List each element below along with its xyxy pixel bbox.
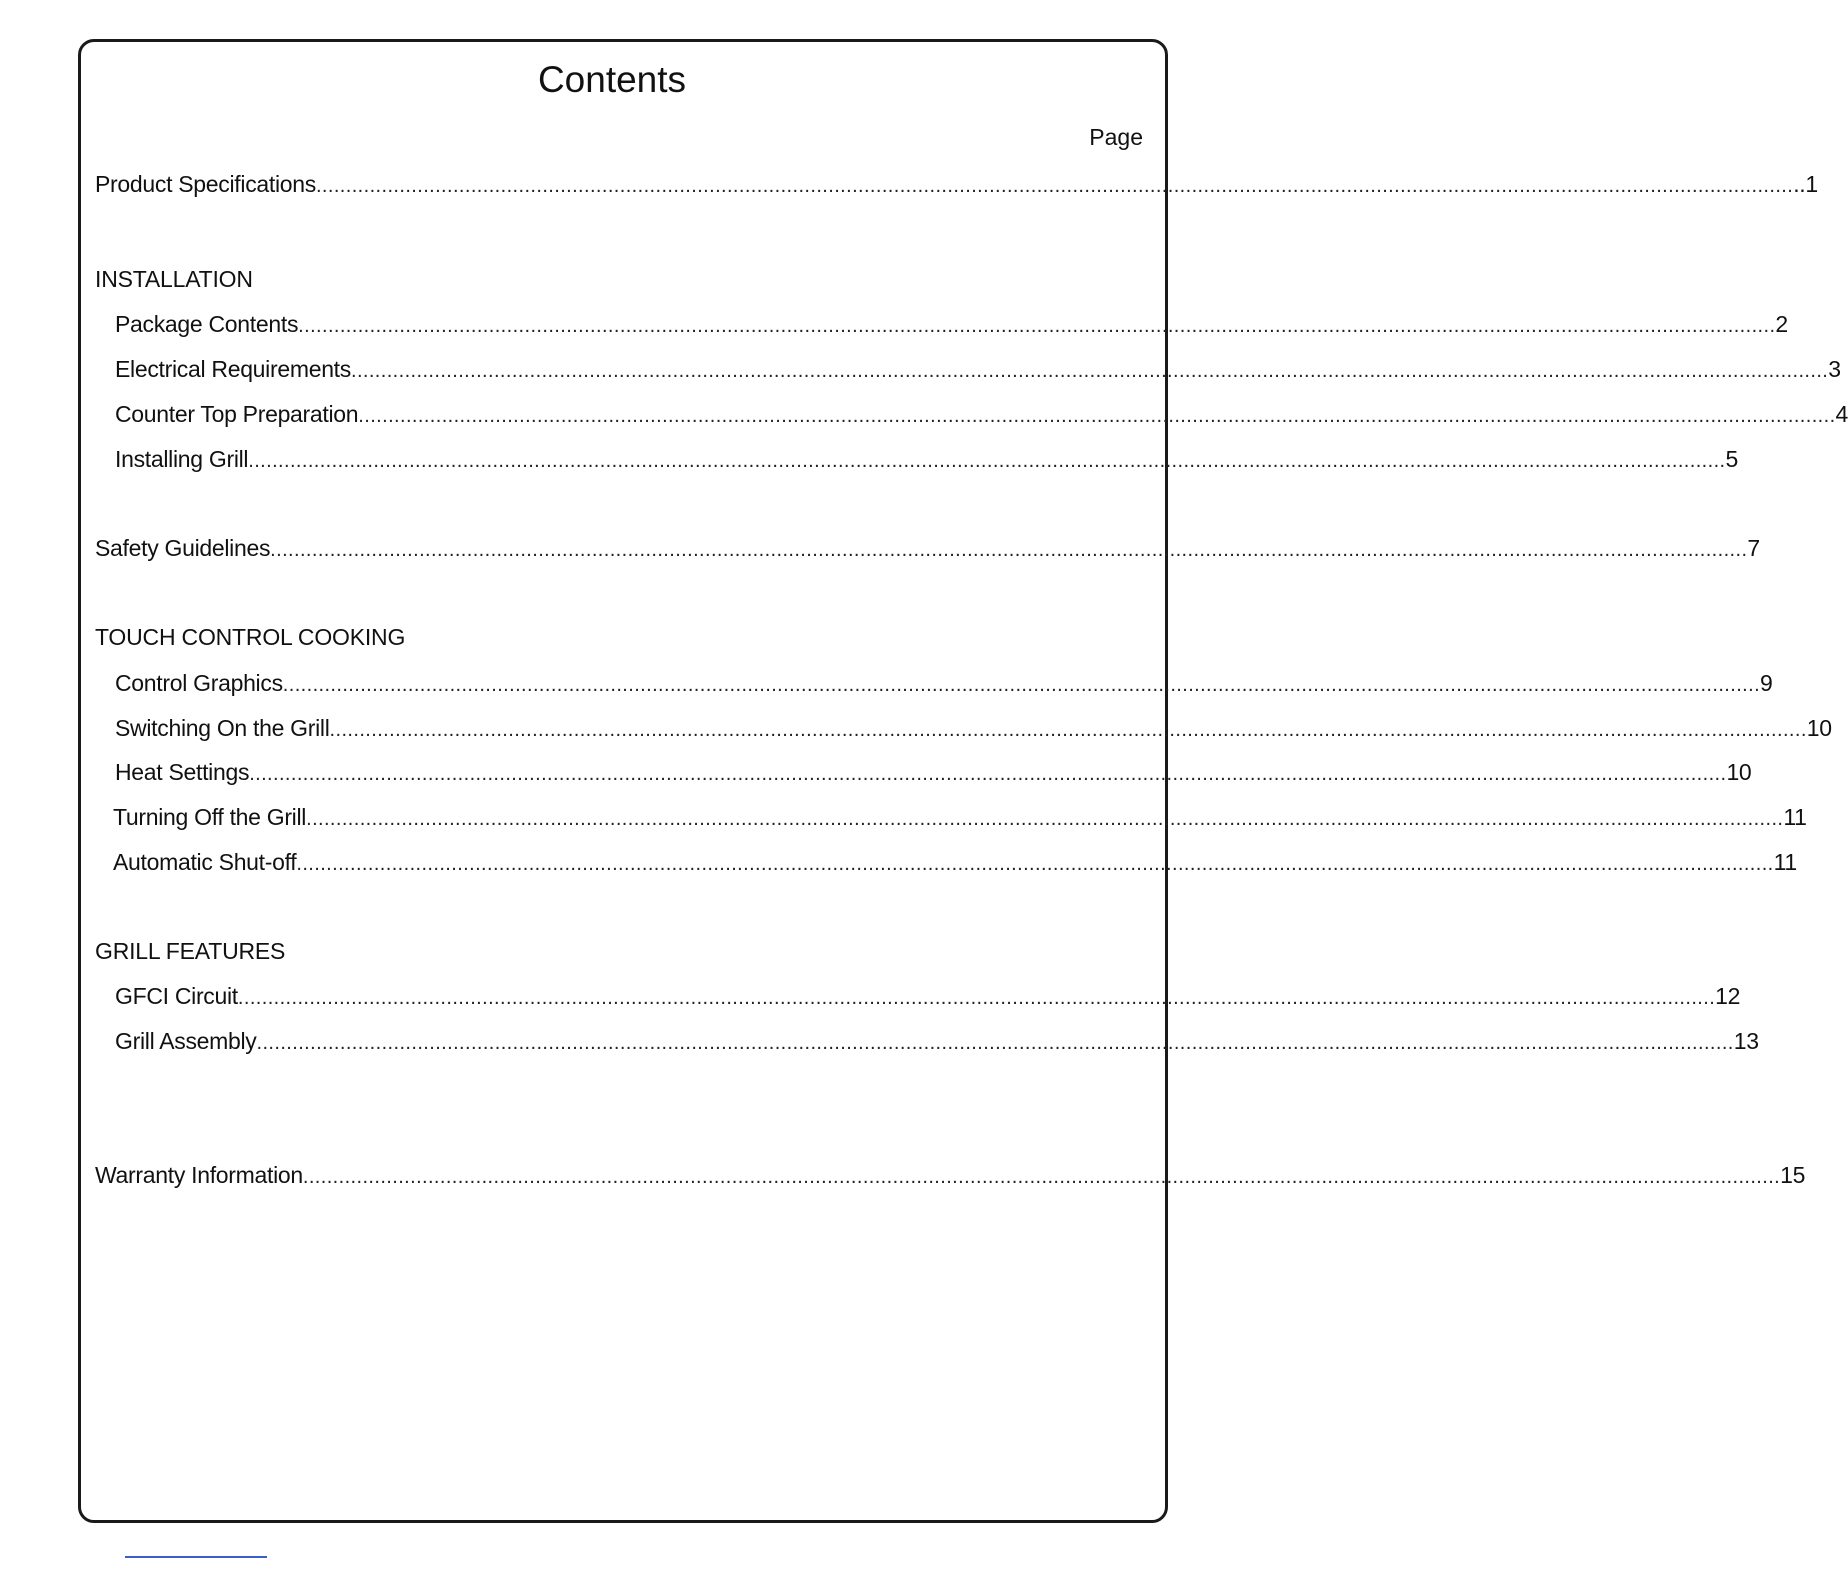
page-title: Contents: [537, 59, 687, 100]
toc-entry-label: Warranty Information: [95, 1162, 303, 1188]
section-heading-installation: INSTALLATION: [95, 266, 253, 292]
toc-entry-product-specifications[interactable]: [95, 170, 1818, 198]
toc-entry-label: Safety Guidelines: [95, 535, 271, 561]
dot-leader: ........................................................................................................................................................................................................................................................: [306, 808, 1784, 830]
toc-entry-label: Package Contents: [115, 311, 299, 337]
toc-entry-page: 12: [1715, 983, 1741, 1009]
toc-entry-page: 13: [1733, 1028, 1759, 1054]
dot-leader: ........................................................................................................................................................................................................................................................: [302, 1166, 1781, 1188]
toc-entry-warranty-information[interactable]: [95, 1161, 1806, 1189]
toc-entry-automatic-shut-off[interactable]: [113, 848, 1797, 876]
toc-entry-page: 4: [1835, 401, 1848, 427]
dot-leader: ........................................................................................................................................................................................................................................................: [270, 539, 1748, 561]
section-heading-grill-features: GRILL FEATURES: [95, 938, 286, 964]
toc-entry-installing-grill[interactable]: [115, 445, 1738, 473]
toc-entry-heat-settings[interactable]: [115, 758, 1752, 786]
toc-entry-page: 11: [1783, 804, 1807, 830]
toc-entry-label: Installing Grill: [115, 446, 249, 472]
toc-entry-page: 10: [1726, 759, 1752, 785]
section-heading-touch-control-cooking: TOUCH CONTROL COOKING: [95, 624, 406, 650]
dot-leader: ........................................................................................................................................................................................................................................................: [296, 853, 1774, 875]
toc-entry-label: Control Graphics: [115, 670, 283, 696]
dot-leader: ........................................................................................................................................................................................................................................................: [315, 175, 1794, 197]
toc-entry-label: Automatic Shut-off: [113, 849, 297, 875]
dot-leader: ........................................................................................................................................................................................................................................................: [249, 763, 1727, 785]
footer-link-underline: [125, 1556, 267, 1558]
toc-entry-page: 7: [1747, 535, 1760, 561]
toc-entry-safety-guidelines[interactable]: [95, 534, 1760, 562]
dot-leader: ........................................................................................................................................................................................................................................................: [350, 360, 1829, 382]
toc-entry-turning-off-the-grill[interactable]: [113, 803, 1807, 831]
toc-entry-label: Switching On the Grill: [115, 715, 330, 741]
toc-entry-label: Heat Settings: [115, 759, 250, 785]
dot-leader: ........................................................................................................................................................................................................................................................: [298, 315, 1776, 337]
toc-entry-label: GFCI Circuit: [115, 983, 238, 1009]
toc-entry-page: 9: [1760, 670, 1773, 696]
dot-leader: ........................................................................................................................................................................................................................................................: [248, 450, 1726, 472]
dot-leader: ........................................................................................................................................................................................................................................................: [329, 719, 1807, 741]
toc-entry-page: 2: [1775, 311, 1788, 337]
dot-leader: ........................................................................................................................................................................................................................................................: [256, 1032, 1734, 1054]
dot-leader: ........................................................................................................................................................................................................................................................: [358, 405, 1836, 427]
toc-entry-control-graphics[interactable]: [115, 669, 1773, 697]
toc-entry-electrical-requirements[interactable]: [115, 355, 1841, 383]
toc-entry-page: 3: [1828, 356, 1841, 382]
toc-entry-label: Turning Off the Grill: [113, 804, 307, 830]
dot-leader: ........................................................................................................................................................................................................................................................: [282, 674, 1761, 696]
toc-entry-gfci-circuit[interactable]: [115, 982, 1741, 1010]
toc-entry-counter-top-preparation[interactable]: [115, 400, 1848, 428]
toc-entry-label: Electrical Requirements: [115, 356, 351, 382]
page-column-header: Page: [1089, 124, 1143, 150]
toc-entry-page: 11: [1773, 849, 1797, 875]
toc-entry-page: 5: [1725, 446, 1738, 472]
toc-entry-switching-on-the-grill[interactable]: [115, 714, 1832, 742]
toc-entry-label: Product Specifications: [95, 171, 316, 197]
dot-leader: ........................................................................................................................................................................................................................................................: [237, 987, 1716, 1009]
toc-entry-label: Grill Assembly: [115, 1028, 257, 1054]
toc-entry-page: ..1: [1793, 171, 1818, 197]
toc-entry-page: 15: [1780, 1162, 1806, 1188]
toc-entry-label: Counter Top Preparation: [115, 401, 359, 427]
toc-entry-grill-assembly[interactable]: [115, 1027, 1759, 1055]
toc-entry-page: 10: [1806, 715, 1832, 741]
toc-entry-package-contents[interactable]: [115, 310, 1788, 338]
